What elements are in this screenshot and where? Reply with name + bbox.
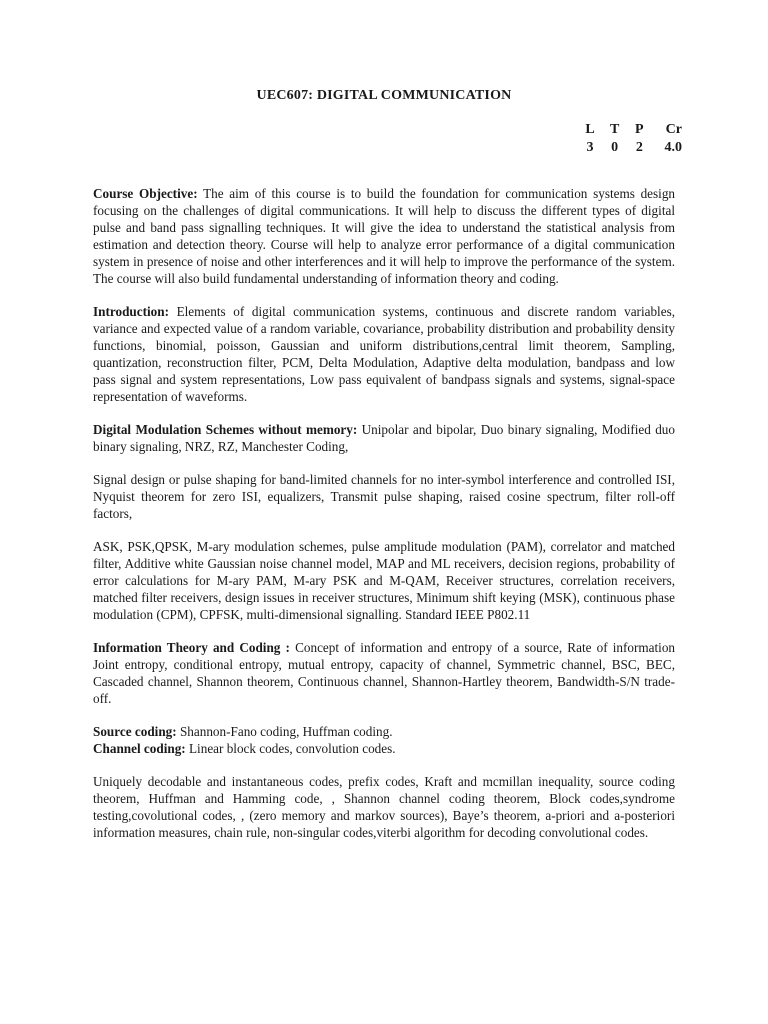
channel-coding-paragraph — [93, 740, 675, 757]
section-heading: Course Objective: — [93, 186, 198, 201]
page-title: UEC607: DIGITAL COMMUNICATION — [256, 88, 512, 103]
source-coding-paragraph — [93, 723, 675, 740]
credits-header-cr: Cr — [665, 122, 682, 137]
credits-header-l: L — [585, 122, 595, 137]
section-body: Signal design or pulse shaping for band-limited channels for no inter-symbol interference and controlled ISI, Nyquist theorem for zero ISI, equalizers, Transmit pulse shaping, raised cosine spectrum, filter roll-off factors, — [93, 472, 675, 521]
section-body: ASK, PSK,QPSK, M-ary modulation schemes, pulse amplitude modulation (PAM), correlator and matched filter, Additive white Gaussian noise channel model, MAP and ML receivers, decision regions, probability of error calculations for M-ary PAM, M-ary PSK and M-QAM, Receiver structures, correlation receivers, matched filter receivers, design issues in receiver structures, Minimum shift keying (MSK), continuous phase modulation (CPM), CPFSK, multi-dimensional signalling. Standard IEEE P802.11 — [93, 539, 675, 622]
document-body — [93, 185, 675, 857]
credits-value-l: 3 — [586, 140, 594, 155]
section-body: Elements of digital communication systems, continuous and discrete random variables, variance and expected value of a random variable, covariance, probability distribution and probability density functions, binomial, poisson, Gaussian and uniform distributions,central limit theorem, Sampling, quantization, reconstruction filter, PCM, Delta Modulation, Adaptive delta modulation, bandpass and low pass signal and system representations, Low pass equivalent of bandpass signals and systems, signal-space representation of waveforms. — [93, 304, 675, 404]
section-body: The aim of this course is to build the foundation for communication systems design focusing on the challenges of digital communications. It will help to discuss the different types of digital pulse and band pass signalling techniques. It will give the idea to understand the statistical analysis from estimation and detection theory. Course will help to analyze error performance of a digital communication system in presence of noise and other interferences and it will help to improve the performance of the system. The course will also build fundamental understanding of information theory and coding. — [93, 186, 676, 286]
credits-value-cr: 4.0 — [664, 140, 682, 155]
credits-header-p: P — [635, 122, 644, 137]
section-heading: Channel coding: — [93, 741, 186, 756]
section-body: Shannon-Fano coding, Huffman coding. — [176, 724, 393, 739]
credits-header-row — [582, 121, 682, 139]
credits-value-t: 0 — [611, 140, 619, 155]
digital-modulation-paragraph — [93, 421, 675, 455]
section-heading: Information Theory and Coding : — [93, 640, 290, 655]
section-body: Concept of information and entropy of a source, Rate of information Joint entropy, conditional entropy, mutual entropy, capacity of channel, Symmetric channel, BSC, BEC, Cascaded channel, Shannon theorem, Continuous channel, Shannon-Hartley theorem, Bandwidth-S/N trade-off. — [93, 640, 676, 706]
section-heading: Digital Modulation Schemes without memory: — [93, 422, 358, 437]
credits-value-p: 2 — [635, 140, 643, 155]
section-heading: Introduction: — [93, 304, 169, 319]
introduction-paragraph — [93, 303, 675, 405]
course-objective-paragraph — [93, 185, 675, 287]
credits-value-row — [582, 139, 682, 157]
credits-header-t: T — [609, 122, 620, 137]
section-heading: Source coding: — [93, 724, 177, 739]
section-body: Uniquely decodable and instantaneous codes, prefix codes, Kraft and mcmillan inequality, source coding theorem, Huffman and Hamming code, , Shannon channel coding theorem, Block codes,syndrome testing,covolutional codes, , (zero memory and markov sources), Baye’s theorem, a-priori and a-posteriori information measures, chain rule, non-singular codes,viterbi algorithm for decoding convolutional codes. — [93, 774, 675, 840]
section-body: Linear block codes, convolution codes. — [185, 741, 396, 756]
modulation-schemes-paragraph — [93, 538, 675, 623]
credits-table — [582, 121, 682, 157]
coding-topics-paragraph — [93, 773, 675, 841]
pulse-shaping-paragraph — [93, 471, 675, 522]
information-theory-paragraph — [93, 639, 675, 707]
section-body: Unipolar and bipolar, Duo binary signaling, Modified duo binary signaling, NRZ, RZ, Manchester Coding, — [93, 422, 675, 454]
